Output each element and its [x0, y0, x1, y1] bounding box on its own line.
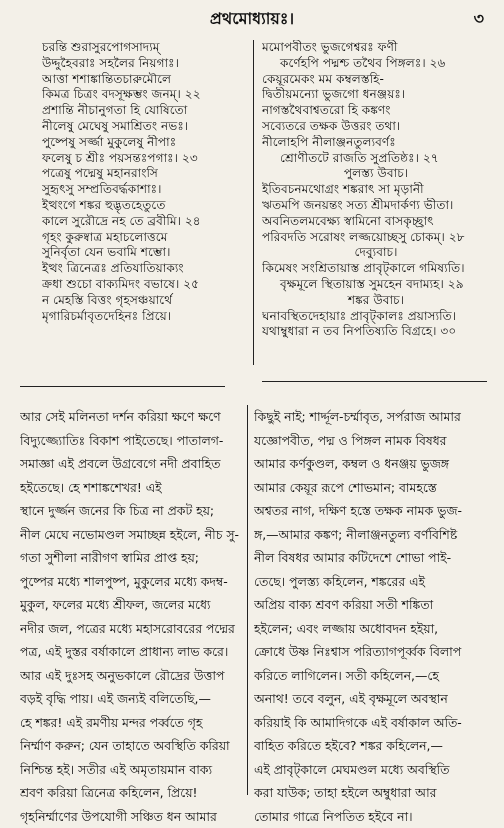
prose-line: কিছুই নাই; শার্দ্দূল-চর্ম্মাবৃত, সর্পরাজ আমার	[254, 405, 490, 429]
prose-line: হইলেন; এবং লজ্জায় অধোবদন হইয়া,	[254, 617, 490, 641]
prose-line: নিশ্চিন্ত হই। সতীর এই অমৃতায়মান বাক্য	[20, 758, 242, 782]
prose-line: তোমার গাত্রে নিপতিত হইবে না।	[254, 805, 490, 828]
prose-line: গতা সুশীলা নারীগণ স্বামির প্রাপ্ত হয়;	[20, 546, 242, 570]
verse-line: ইত্থং ত্রিনেত্রঃ প্রতিযাতিয়াক্যং	[42, 261, 248, 277]
verse-line: কেয়ূরমেকং মম কম্বলস্তহি-	[262, 72, 490, 88]
verse-line: কর্ণেহপি পদ্মশ্চ তথৈব পিঙ্গলঃ। ২৬	[262, 56, 490, 72]
section-rule-right	[262, 381, 487, 382]
verse-line: কালে সুরৌদ্রে নহ তে ব্রবীমি। ২৪	[42, 214, 248, 230]
prose-line: শ্রবণ করিয়া ত্রিনেত্র কহিলেন, প্রিয়ে!	[20, 781, 242, 805]
prose-line: তেছে। পুলস্ত্য কহিলেন, শঙ্করের এই	[254, 570, 490, 594]
verse-line: পত্রেষু পদ্মেষু মহানরাংসি	[42, 166, 248, 182]
prose-line: গৃহনির্ম্মাণের উপযোগী সঞ্চিত ধন আমার	[20, 805, 242, 828]
prose-line: এই প্রাবৃট্কালে মেঘমণ্ডল মধ্যে অবস্থিতি	[254, 758, 490, 782]
verse-line: নীলেষু মেঘেষু সমাশ্রিতং নভঃ।	[42, 119, 248, 135]
verse-line: ফলেষু চ শ্রীঃ পয়সন্তঃপগাঃ। ২৩	[42, 151, 248, 167]
verse-line: কিমত্র চিত্রং বদসূক্ষম্ভং জনম্। ২২	[42, 87, 248, 103]
prose-line: স্থানে দুর্জ্জন জনের কি চিত্র না প্রকট হয়;	[20, 499, 242, 523]
section-rule-left	[20, 386, 225, 387]
verse-line: পুষ্পেষু সর্জ্জা মুকুলেষু নীপাঃ	[42, 135, 248, 151]
verse-line: দেব্যুবাচ।	[262, 245, 490, 261]
prose-line: অনাথ! তবে বলুন, এই বৃক্ষমূলে অবস্থান	[254, 687, 490, 711]
prose-line: ঙ্গ,—আমার কঙ্কণ; নীলাঞ্জনতুল্য বর্ণবিশিষ্ট	[254, 523, 490, 547]
verse-line: ন মেহস্তি বিত্তং গৃহসঞ্চয়ার্থে	[42, 293, 248, 309]
prose-line: মুকুল, ফলের মধ্যে শ্রীফল, জলের মধ্যে	[20, 593, 242, 617]
prose-line: যজ্ঞোপবীত, পদ্ম ও পিঙ্গল নামক বিষধর	[254, 429, 490, 453]
verse-line: মমোপবীতং ভুজগেশ্বরঃ ফণী	[262, 40, 490, 56]
prose-line: ক্রোধে উষ্ণ নিঃশ্বাস পরিত্যাগপূর্ব্বক বিলাপ	[254, 640, 490, 664]
sanskrit-verse-left	[42, 40, 248, 324]
verse-line: চরন্তি শুরাসুরপোগসাদ্যম্	[42, 40, 248, 56]
prose-line: নীল মেঘে নভোমণ্ডল সমাচ্ছন্ন হইলে, নীচ সু-	[20, 523, 242, 547]
verse-line: শ্রোণীতটে রাজতি সুপ্রতিষ্ঠঃ। ২৭	[262, 151, 490, 167]
prose-line: নীল বিষধর আমার কটিদেশে শোভা পাই-	[254, 546, 490, 570]
verse-line: যথাম্বুধারা ন তব নিপতিষ্যতি বিগ্রহে। ৩০	[262, 324, 490, 340]
verse-line: সুহৃৎসু সম্প্রতিবর্দ্ধকাশাঃ।	[42, 182, 248, 198]
prose-line: আর সেই মলিনতা দর্শন করিয়া ক্ষণে ক্ষণে	[20, 405, 242, 429]
prose-line: সমাজ্ঞা এই প্রবলে উগ্রবেগে নদী প্রবাহিত	[20, 452, 242, 476]
prose-line: বিদ্যুজ্জ্যোতিঃ বিকাশ পাইতেছে। পাতালগ-	[20, 429, 242, 453]
verse-line: আত্তা শশাঙ্কান্তিতচারুমৌলে	[42, 72, 248, 88]
prose-line: অশ্বতর নাগ, দক্ষিণ হস্তে তক্ষক নামক ভুজ-	[254, 499, 490, 523]
prose-line: আর এই দুঃসহ অনুভকালে রৌদ্রের উত্তাপ	[20, 664, 242, 688]
prose-line: পুষ্পের মধ্যে শালপুষ্প, মুকুলের মধ্যে কদম্ব-	[20, 570, 242, 594]
prose-line: আমার কেয়ূর রূপে শোভমান; বামহস্তে	[254, 476, 490, 500]
verse-line: সব্যেতরে তক্ষক উত্তরং তথা।	[262, 119, 490, 135]
verse-line: শঙ্কর উবাচ।	[262, 293, 490, 309]
prose-line: বাহিত করিতে হইবে? শঙ্কর কহিলেন,—	[254, 734, 490, 758]
verse-line: অবনিতলমবেক্ষ্য স্বামিনো বাসকৃচ্ছ্রাৎ	[262, 214, 490, 230]
verse-line: দ্বিতীয়মন্যো ভুজগো ধনঞ্জয়ঃ।	[262, 87, 490, 103]
prose-line: হইতেছে। হে শশাঙ্কশেখর! এই	[20, 476, 242, 500]
sanskrit-verse-right	[262, 40, 490, 340]
prose-line: পত্র, এই দুস্তর বর্ষাকালে প্রাধান্য লাভ করে।	[20, 640, 242, 664]
verse-line: পুলস্ত্য উবাচ।	[262, 166, 490, 182]
bengali-prose-right	[254, 405, 490, 828]
verse-line: সুনির্বৃতা যেন ভবামি শম্ভো।	[42, 245, 248, 261]
verse-line: ঋতমপি জনয়ন্তং সত্য শ্রীমদার্কণ্য ভীতা।	[262, 198, 490, 214]
verse-line: প্রশান্তি নীচানুগতা হি যোষিতো	[42, 103, 248, 119]
running-header	[0, 6, 504, 30]
verse-line: মৃগারিচর্মাবৃতদেহিনঃ প্রিয়ে।	[42, 309, 248, 325]
verse-line: উদ্দুহৈবরাঃ সহলৈর নিয়গাঃ।	[42, 56, 248, 72]
chapter-title: প্রথমোধ্যায়ঃ।	[0, 6, 504, 33]
page-number: ৩	[474, 6, 484, 33]
prose-line: আমার কর্ণকুণ্ডল, কম্বল ও ধনঞ্জয় ভুজঙ্গ	[254, 452, 490, 476]
prose-line: নির্ম্মাণ করুন; যেন তাহাতে অবস্থিতি করিয়া	[20, 734, 242, 758]
verse-column-divider	[253, 40, 254, 365]
verse-line: ইত্থংগে শঙ্কর হুদ্ভৃতহেতুতে	[42, 198, 248, 214]
prose-line: হে শঙ্কর! এই রমণীয় মন্দর পর্ব্বতে গৃহ	[20, 711, 242, 735]
prose-line: নদীর জল, পত্রের মধ্যে মহাসরোবরের পদ্মের	[20, 617, 242, 641]
verse-line: ক্রধা শুচো বাক্যমিদং বভাষে। ২৫	[42, 277, 248, 293]
verse-line: কিমেষং সংশ্রিতায়াস্ত প্রাবৃট্কালে গমিষ্যতি।	[262, 261, 490, 277]
verse-line: পরিবদতি সরোষং লজ্জয়োচ্ছসু চোকম্। ২৮	[262, 230, 490, 246]
prose-line: করা যাউক; তাহা হইলে অম্বুধারা আর	[254, 781, 490, 805]
verse-line: নীলোহপি নীলাঞ্জনতুল্যবর্ণঃ	[262, 135, 490, 151]
verse-line: ঘনাবস্থিতদেহায়াঃ প্রাবৃট্কালঃ প্রয়াস্যতি।	[262, 309, 490, 325]
prose-column-divider	[247, 405, 248, 795]
prose-line: করিয়াই কি আমাদিগকে এই বর্ষাকাল অতি-	[254, 711, 490, 735]
prose-line: অপ্রিয় বাক্য শ্রবণ করিয়া সতী শঙ্কিতা	[254, 593, 490, 617]
bengali-prose-left	[20, 405, 242, 828]
verse-line: গৃহং কুরুষ্বাত্র মহাচলোত্তমে	[42, 230, 248, 246]
prose-line: বড়ই বৃদ্ধি পায়। এই জন্যই বলিতেছি,—	[20, 687, 242, 711]
verse-line: বৃক্ষমূলে স্থিতায়াস্ত সুমহেন বদাম্যহ। ২৯	[262, 277, 490, 293]
verse-line: ইতিবচনমথোগ্রং শঙ্করাৎ সা মৃড়ানী	[262, 182, 490, 198]
verse-line: নাগস্তথৈবাশ্বতরো হি কঙ্কণং	[262, 103, 490, 119]
prose-line: করিতে লাগিলেন। সতী কহিলেন,—হে	[254, 664, 490, 688]
